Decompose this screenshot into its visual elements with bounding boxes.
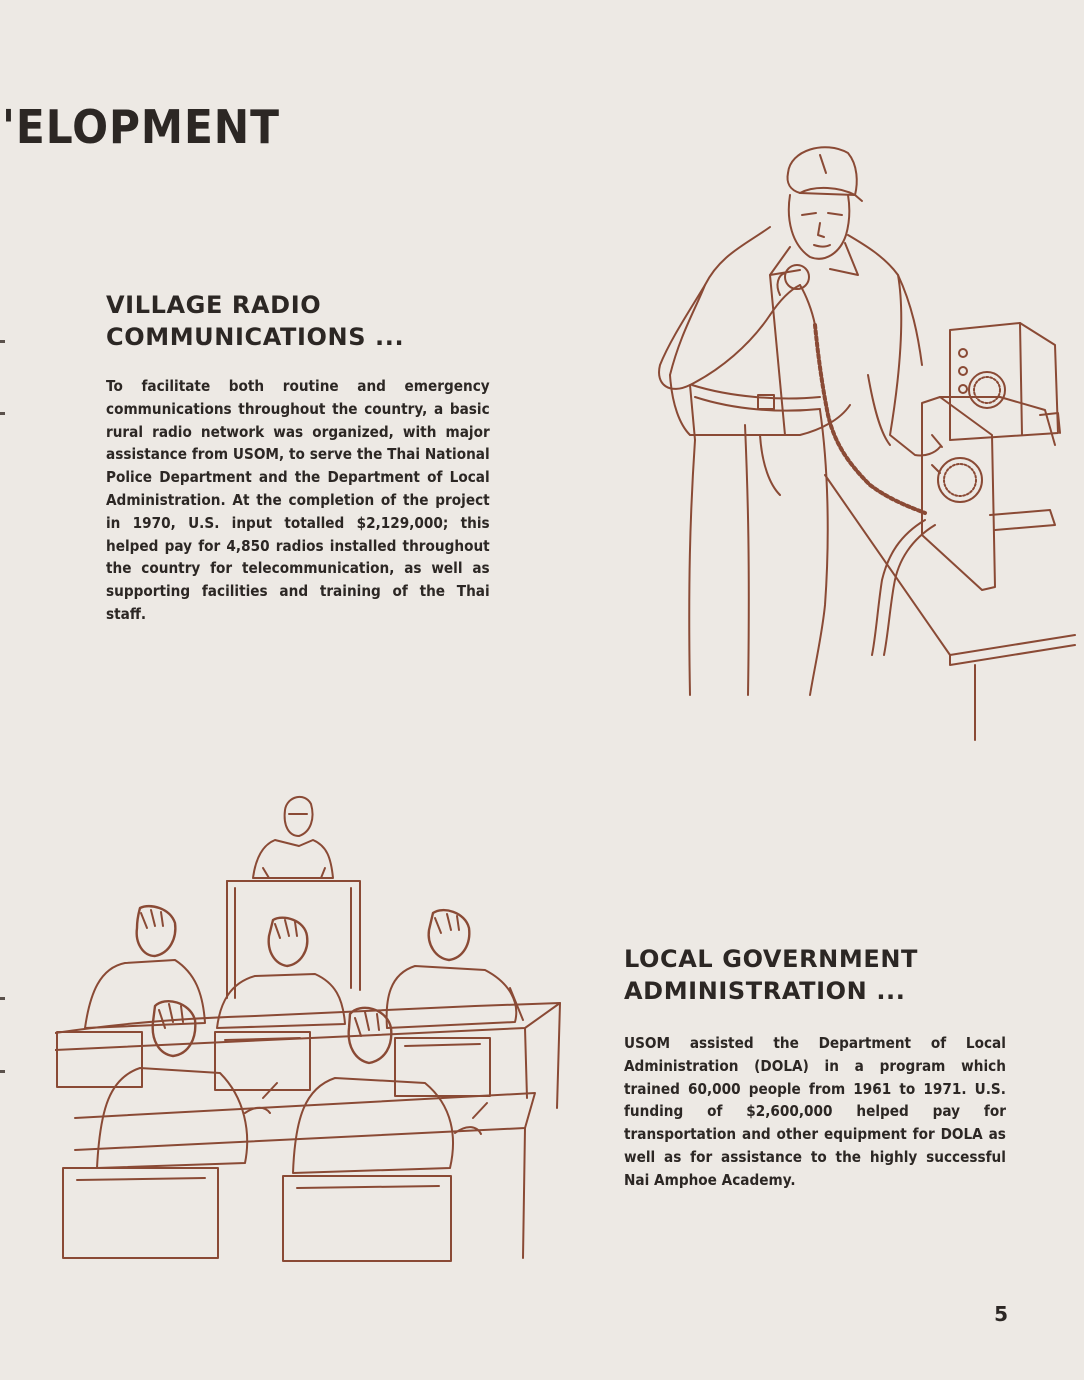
section-title-line: COMMUNICATIONS ... xyxy=(106,323,405,351)
binding-mark xyxy=(0,1070,5,1073)
section-title-line: ADMINISTRATION ... xyxy=(624,977,906,1005)
section-body-village-radio: To facilitate both routine and emergency communications throughout the country, a basic rural radio network was organized, with major assistance from USOM, to serve the Thai National Police Department and the Department of Local Administration. At the completion of the project in 1970, U.S. input totalled $2,129,000; this helped pay for 4,850 radios installed throughout the country for telecommunication, as well as supporting facilities and training of the Thai staff. xyxy=(106,377,490,623)
binding-mark xyxy=(0,997,5,1000)
section-title-local-government xyxy=(624,943,918,1007)
binding-mark xyxy=(0,340,5,343)
section-title-line: LOCAL GOVERNMENT xyxy=(624,945,919,973)
page-number: 5 xyxy=(994,1302,1008,1326)
page-heading: 'ELOPMENT xyxy=(2,100,280,154)
section-body-local-government: USOM assisted the Department of Local Administration (DOLA) in a program which trained 60,000 people from 1961 to 1971. U.S. funding of $2,600,000 helped pay for transportation and other equipment for DOLA as well as for assistance to the highly successful Nai Amphoe Academy. xyxy=(624,1034,1006,1189)
binding-mark xyxy=(0,412,5,415)
section-title-line: VILLAGE RADIO xyxy=(106,291,322,319)
section-title-village-radio xyxy=(106,289,404,353)
classroom-illustration xyxy=(55,788,575,1268)
man-with-radio-illustration xyxy=(650,135,1080,745)
